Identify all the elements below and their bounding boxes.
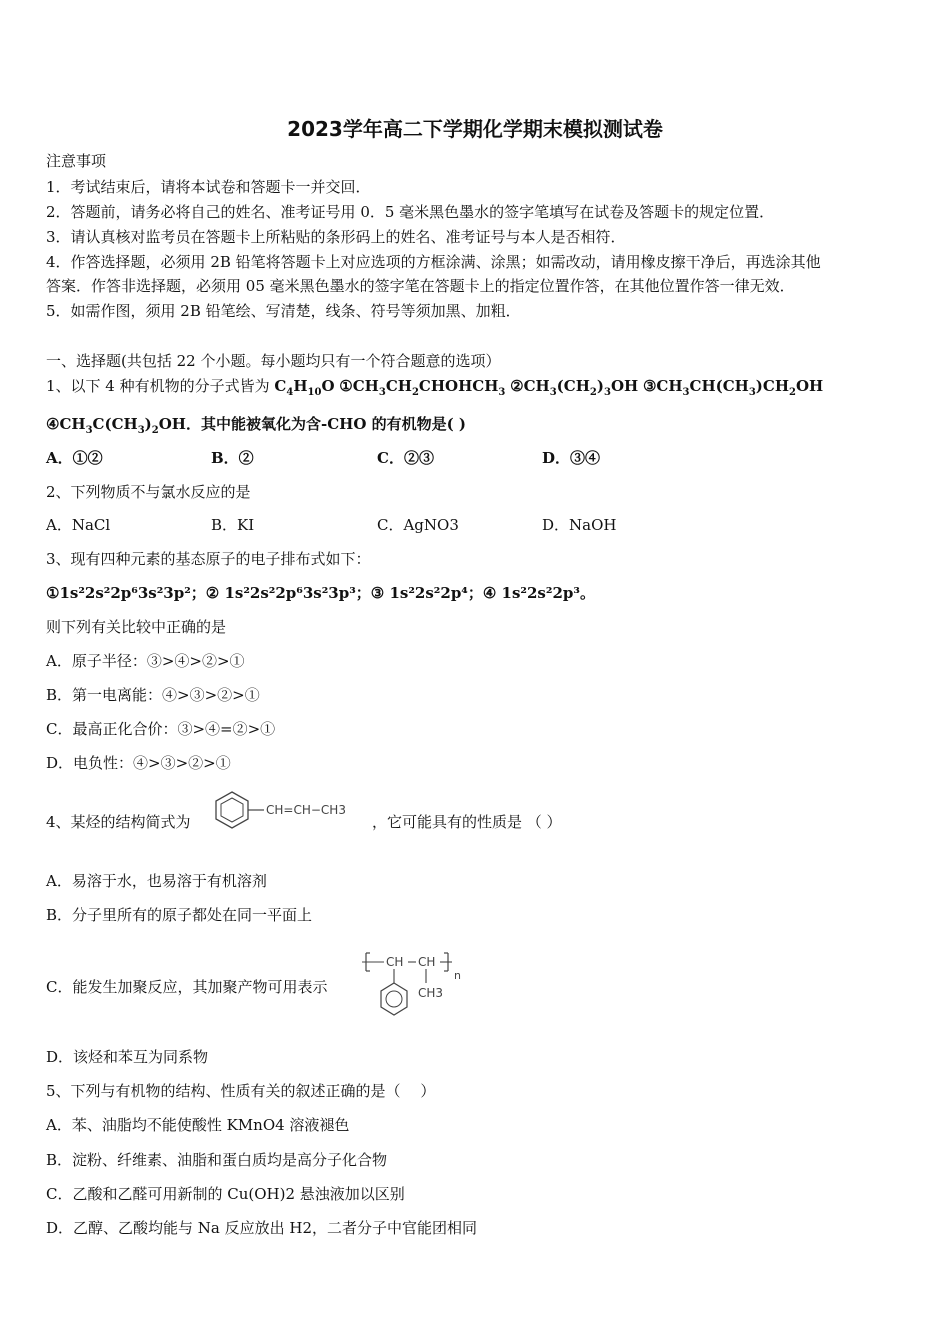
q5-option-b[interactable]: B．淀粉、纤维素、油脂和蛋白质均是高分子化合物 <box>46 1151 388 1169</box>
q3-option-c[interactable]: C．最高正化合价：③>④=②>① <box>46 720 276 738</box>
poly-n: n <box>454 969 461 982</box>
q1-option-b[interactable]: B．② <box>211 449 254 467</box>
section-heading: 一、选择题(共包括 22 个小题。每小题均只有一个符合题意的选项） <box>46 352 501 370</box>
benzene-ring-icon <box>381 983 407 1015</box>
q1-s4: $④CH_3C(CH_3)_2OH$ <box>46 415 186 436</box>
q1-formula: $C_4H_{10}O$ <box>274 377 335 398</box>
q1-stem-text: 1、以下 4 种有机物的分子式皆为 <box>46 377 270 395</box>
q2-stem: 2、下列物质不与氯水反应的是 <box>46 483 251 501</box>
q4-option-d[interactable]: D．该烃和苯互为同系物 <box>46 1048 209 1066</box>
q3-stem2: 则下列有关比较中正确的是 <box>46 618 227 636</box>
q2-option-b[interactable]: B．KI <box>211 516 255 534</box>
notice-item: 5．如需作图，须用 2B 铅笔绘、写清楚，线条、符号等须加黑、加粗． <box>46 302 521 320</box>
q4-polymer-figure <box>360 943 470 1033</box>
q3-stem: 3、现有四种元素的基态原子的电子排布式如下： <box>46 550 371 568</box>
q4-struct-text: CH=CH−CH3 <box>266 803 346 817</box>
notice-item: 2．答题前，请务必将自己的姓名、准考证号用 0．5 毫米黑色墨水的签字笔填写在试卷及答题卡的规定位置． <box>46 203 775 221</box>
q4-option-b[interactable]: B．分子里所有的原子都处在同一平面上 <box>46 906 313 924</box>
q3-option-d[interactable]: D．电负性：④>③>②>① <box>46 754 231 772</box>
benzene-ring-icon <box>221 798 243 822</box>
q2-option-c[interactable]: C．AgNO3 <box>377 516 459 534</box>
q1-option-a[interactable]: A．①② <box>46 449 103 467</box>
q1-option-d[interactable]: D．③④ <box>542 449 601 467</box>
q1-s1: $①CH_3CH_2CHOHCH_3$ <box>339 377 506 398</box>
q3-config: ①1s²2s²2p⁶3s²3p²；② 1s²2s²2p⁶3s²3p³；③ 1s²2s²2p⁴；④ 1s²2s²2p³。 <box>46 584 595 602</box>
q1-s2: $②CH_3(CH_2)_3OH$ <box>510 377 639 398</box>
notice-heading: 注意事项 <box>46 152 107 170</box>
q2-option-d[interactable]: D．NaOH <box>542 516 617 534</box>
q4-option-c[interactable]: C．能发生加聚反应，其加聚产物可用表示 <box>46 978 328 996</box>
q2-option-a[interactable]: A．NaCl <box>46 516 111 534</box>
q5-option-c[interactable]: C．乙酸和乙醛可用新制的 Cu(OH)2 悬浊液加以区别 <box>46 1185 405 1203</box>
notice-item: 1．考试结束后，请将本试卷和答题卡一并交回． <box>46 178 371 196</box>
q3-option-a[interactable]: A．原子半径：③>④>②>① <box>46 652 245 670</box>
notice-item: 4．作答选择题，必须用 2B 铅笔将答题卡上对应选项的方框涂满、涂黑；如需改动，请用橡皮擦干净后，再选涂其他 <box>46 253 821 271</box>
poly-ch-2: CH <box>418 955 436 969</box>
q4-stem-a: 4、某烃的结构简式为 <box>46 813 191 831</box>
q1-stem-b: ．其中能被氧化为含-CHO 的有机物是( ) <box>185 415 467 433</box>
q1-stem <box>46 376 823 396</box>
q5-stem: 5、下列与有机物的结构、性质有关的叙述正确的是（ ） <box>46 1082 436 1100</box>
q3-option-b[interactable]: B．第一电离能：④>③>②>① <box>46 686 260 704</box>
q4-option-a[interactable]: A．易溶于水，也易溶于有机溶剂 <box>46 872 267 890</box>
notice-item: 3．请认真核对监考员在答题卡上所粘贴的条形码上的姓名、准考证号与本人是否相符． <box>46 228 626 246</box>
poly-ch-1: CH <box>386 955 404 969</box>
page-title: 2023学年高二下学期化学期末模拟测试卷 <box>287 117 663 141</box>
q1-stem-cont <box>46 414 466 434</box>
q4-structure-figure <box>208 786 373 836</box>
q4-stem-b: ，它可能具有的性质是 （ ） <box>372 813 562 831</box>
notice-item: 答案．作答非选择题，必须用 05 毫米黑色墨水的签字笔在答题卡上的指定位置作答，在其他位置作答一律无效． <box>46 277 795 295</box>
q1-s3: $③CH_3CH(CH_3)CH_2OH$ <box>642 377 824 398</box>
poly-ch3: CH3 <box>418 986 444 1000</box>
q1-option-c[interactable]: C．②③ <box>377 449 434 467</box>
q5-option-d[interactable]: D．乙醇、乙酸均能与 Na 反应放出 H2，二者分子中官能团相同 <box>46 1219 478 1237</box>
q5-option-a[interactable]: A．苯、油脂均不能使酸性 KMnO4 溶液褪色 <box>46 1116 350 1134</box>
